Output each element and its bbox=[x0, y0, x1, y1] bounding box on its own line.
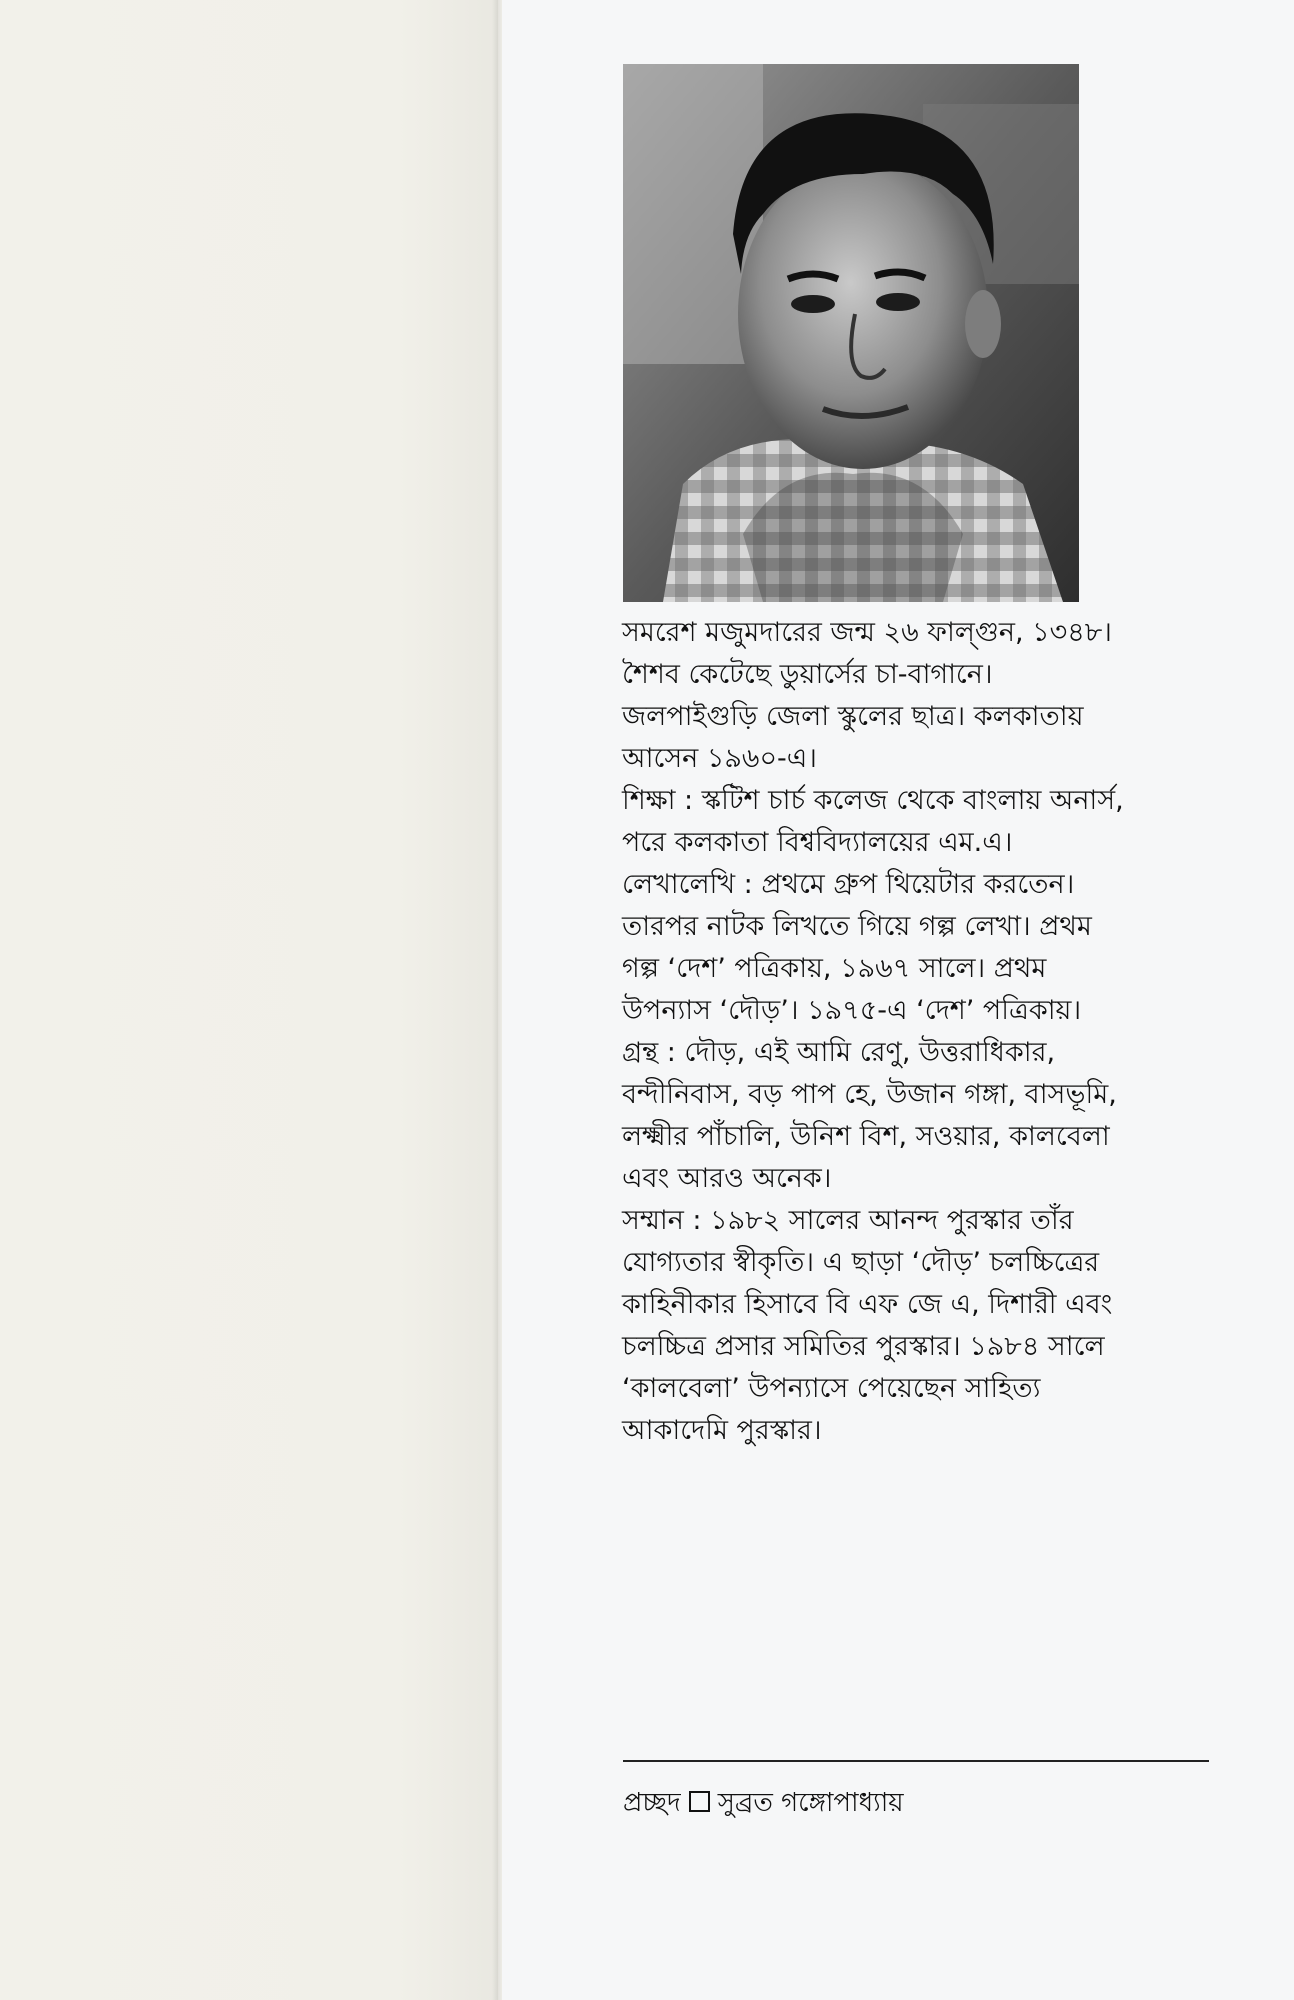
bio-line: শিক্ষা : স্কটিশ চার্চ কলেজ থেকে বাংলায় অনার্স, bbox=[622, 785, 1124, 816]
bio-line: যোগ্যতার স্বীকৃতি। এ ছাড়া ‘দৌড়’ চলচ্চিত্রের bbox=[622, 1247, 1100, 1278]
bio-line: আকাদেমি পুরস্কার। bbox=[622, 1415, 822, 1446]
author-photo bbox=[623, 64, 1079, 602]
left-page bbox=[0, 0, 498, 2000]
credit-name: সুব্রত গঙ্গোপাধ্যায় bbox=[717, 1788, 904, 1818]
bio-line: বন্দীনিবাস, বড় পাপ হে, উজান গঙ্গা, বাসভূমি, bbox=[622, 1079, 1117, 1110]
bio-line: তারপর নাটক লিখতে গিয়ে গল্প লেখা। প্রথম bbox=[622, 911, 1092, 942]
cover-credit bbox=[623, 1786, 904, 1820]
bio-line: লেখালেখি : প্রথমে গ্রুপ থিয়েটার করতেন। bbox=[622, 869, 1075, 900]
bio-line: গ্রন্থ : দৌড়, এই আমি রেণু, উত্তরাধিকার, bbox=[622, 1037, 1056, 1068]
bio-line: সম্মান : ১৯৮২ সালের আনন্দ পুরস্কার তাঁর bbox=[622, 1205, 1074, 1236]
bio-line: আসেন ১৯৬০-এ। bbox=[622, 743, 817, 774]
bio-line: কাহিনীকার হিসাবে বি এফ জে এ, দিশারী এবং bbox=[622, 1289, 1113, 1320]
bio-line: পরে কলকাতা বিশ্ববিদ্যালয়ের এম.এ। bbox=[622, 827, 1013, 858]
bio-line: উপন্যাস ‘দৌড়’। ১৯৭৫-এ ‘দেশ’ পত্রিকায়। bbox=[622, 995, 1082, 1026]
bio-line: লক্ষ্মীর পাঁচালি, উনিশ বিশ, সওয়ার, কালবেলা bbox=[622, 1121, 1110, 1152]
bio-line: চলচ্চিত্র প্রসার সমিতির পুরস্কার। ১৯৮৪ সালে bbox=[622, 1331, 1105, 1362]
author-bio bbox=[622, 612, 1222, 1452]
bio-line: জলপাইগুড়ি জেলা স্কুলের ছাত্র। কলকাতায় bbox=[622, 701, 1084, 732]
bio-line: এবং আরও অনেক। bbox=[622, 1163, 832, 1194]
bio-line: ‘কালবেলা’ উপন্যাসে পেয়েছেন সাহিত্য bbox=[622, 1373, 1041, 1404]
bio-line: গল্প ‘দেশ’ পত্রিকায়, ১৯৬৭ সালে। প্রথম bbox=[622, 953, 1047, 984]
bio-line: সমরেশ মজুমদারের জন্ম ২৬ ফাল্গুন, ১৩৪৮। bbox=[622, 617, 1112, 648]
credit-label: প্রচ্ছদ bbox=[623, 1788, 681, 1818]
bio-line: শৈশব কেটেছে ডুয়ার্সের চা-বাগানে। bbox=[622, 659, 993, 690]
separator-box-icon bbox=[689, 1791, 710, 1812]
divider-rule bbox=[623, 1760, 1209, 1762]
